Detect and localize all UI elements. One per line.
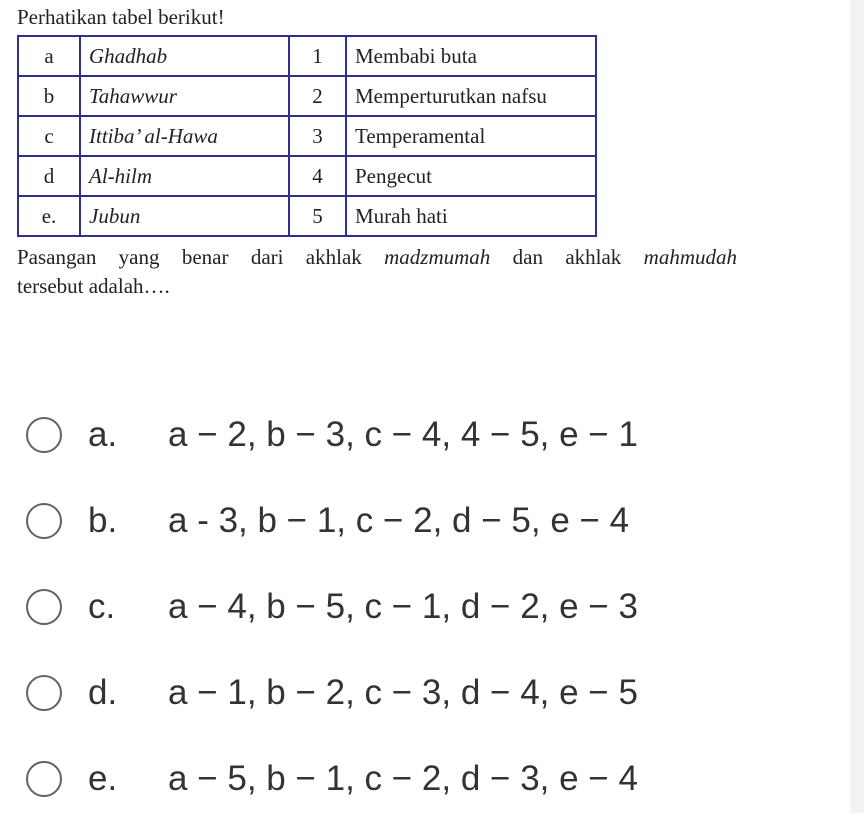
table-cell-letter: e. bbox=[18, 196, 80, 236]
option-letter: e. bbox=[88, 759, 118, 798]
radio-button[interactable] bbox=[26, 417, 62, 453]
stem-term: madzmumah bbox=[384, 245, 491, 269]
answer-option-b[interactable] bbox=[26, 478, 826, 564]
table-row bbox=[18, 196, 596, 236]
table-row bbox=[18, 36, 596, 76]
answer-option-a[interactable] bbox=[26, 392, 826, 478]
option-letter: c. bbox=[88, 587, 116, 626]
radio-button[interactable] bbox=[26, 503, 62, 539]
option-text: a − 5, b − 1, c − 2, d − 3, e − 4 bbox=[168, 759, 638, 798]
table-cell-meaning: Temperamental bbox=[346, 116, 596, 156]
table-cell-term: Tahawwur bbox=[80, 76, 289, 116]
answer-option-d[interactable] bbox=[26, 650, 826, 736]
matching-table bbox=[17, 35, 597, 237]
table-row bbox=[18, 116, 596, 156]
page-edge-strip bbox=[850, 0, 864, 813]
table-cell-letter: c bbox=[18, 116, 80, 156]
radio-button[interactable] bbox=[26, 675, 62, 711]
stem-term: mahmudah bbox=[643, 245, 737, 269]
table-cell-meaning: Pengecut bbox=[346, 156, 596, 196]
question-stem bbox=[17, 243, 737, 272]
table-cell-number: 2 bbox=[289, 76, 346, 116]
question-prompt: Perhatikan tabel berikut! bbox=[17, 5, 225, 29]
table-row bbox=[18, 156, 596, 196]
table-cell-term: Al-hilm bbox=[80, 156, 289, 196]
radio-button[interactable] bbox=[26, 589, 62, 625]
table-cell-number: 5 bbox=[289, 196, 346, 236]
answer-option-c[interactable] bbox=[26, 564, 826, 650]
table-cell-number: 3 bbox=[289, 116, 346, 156]
option-letter: a. bbox=[88, 415, 118, 454]
table-cell-term: Ittiba’ al-Hawa bbox=[80, 116, 289, 156]
table-cell-letter: b bbox=[18, 76, 80, 116]
question-block bbox=[17, 0, 777, 301]
table-cell-number: 4 bbox=[289, 156, 346, 196]
table-cell-letter: a bbox=[18, 36, 80, 76]
option-text: a − 2, b − 3, c − 4, 4 − 5, e − 1 bbox=[168, 415, 638, 454]
radio-button[interactable] bbox=[26, 761, 62, 797]
answer-options bbox=[26, 392, 826, 822]
table-cell-term: Jubun bbox=[80, 196, 289, 236]
option-letter: d. bbox=[88, 673, 118, 712]
question-stem-line2: tersebut adalah…. bbox=[17, 274, 170, 298]
table-cell-meaning: Murah hati bbox=[346, 196, 596, 236]
table-cell-number: 1 bbox=[289, 36, 346, 76]
option-letter: b. bbox=[88, 501, 118, 540]
stem-text: dan akhlak bbox=[490, 245, 644, 269]
table-cell-term: Ghadhab bbox=[80, 36, 289, 76]
answer-option-e[interactable] bbox=[26, 736, 826, 822]
table-cell-letter: d bbox=[18, 156, 80, 196]
option-text: a − 1, b − 2, c − 3, d − 4, e − 5 bbox=[168, 673, 638, 712]
table-cell-meaning: Memperturutkan nafsu bbox=[346, 76, 596, 116]
option-text: a - 3, b − 1, c − 2, d − 5, e − 4 bbox=[168, 501, 630, 540]
stem-text: Pasangan yang benar dari akhlak bbox=[17, 245, 385, 269]
option-text: a − 4, b − 5, c − 1, d − 2, e − 3 bbox=[168, 587, 638, 626]
table-row bbox=[18, 76, 596, 116]
table-cell-meaning: Membabi buta bbox=[346, 36, 596, 76]
